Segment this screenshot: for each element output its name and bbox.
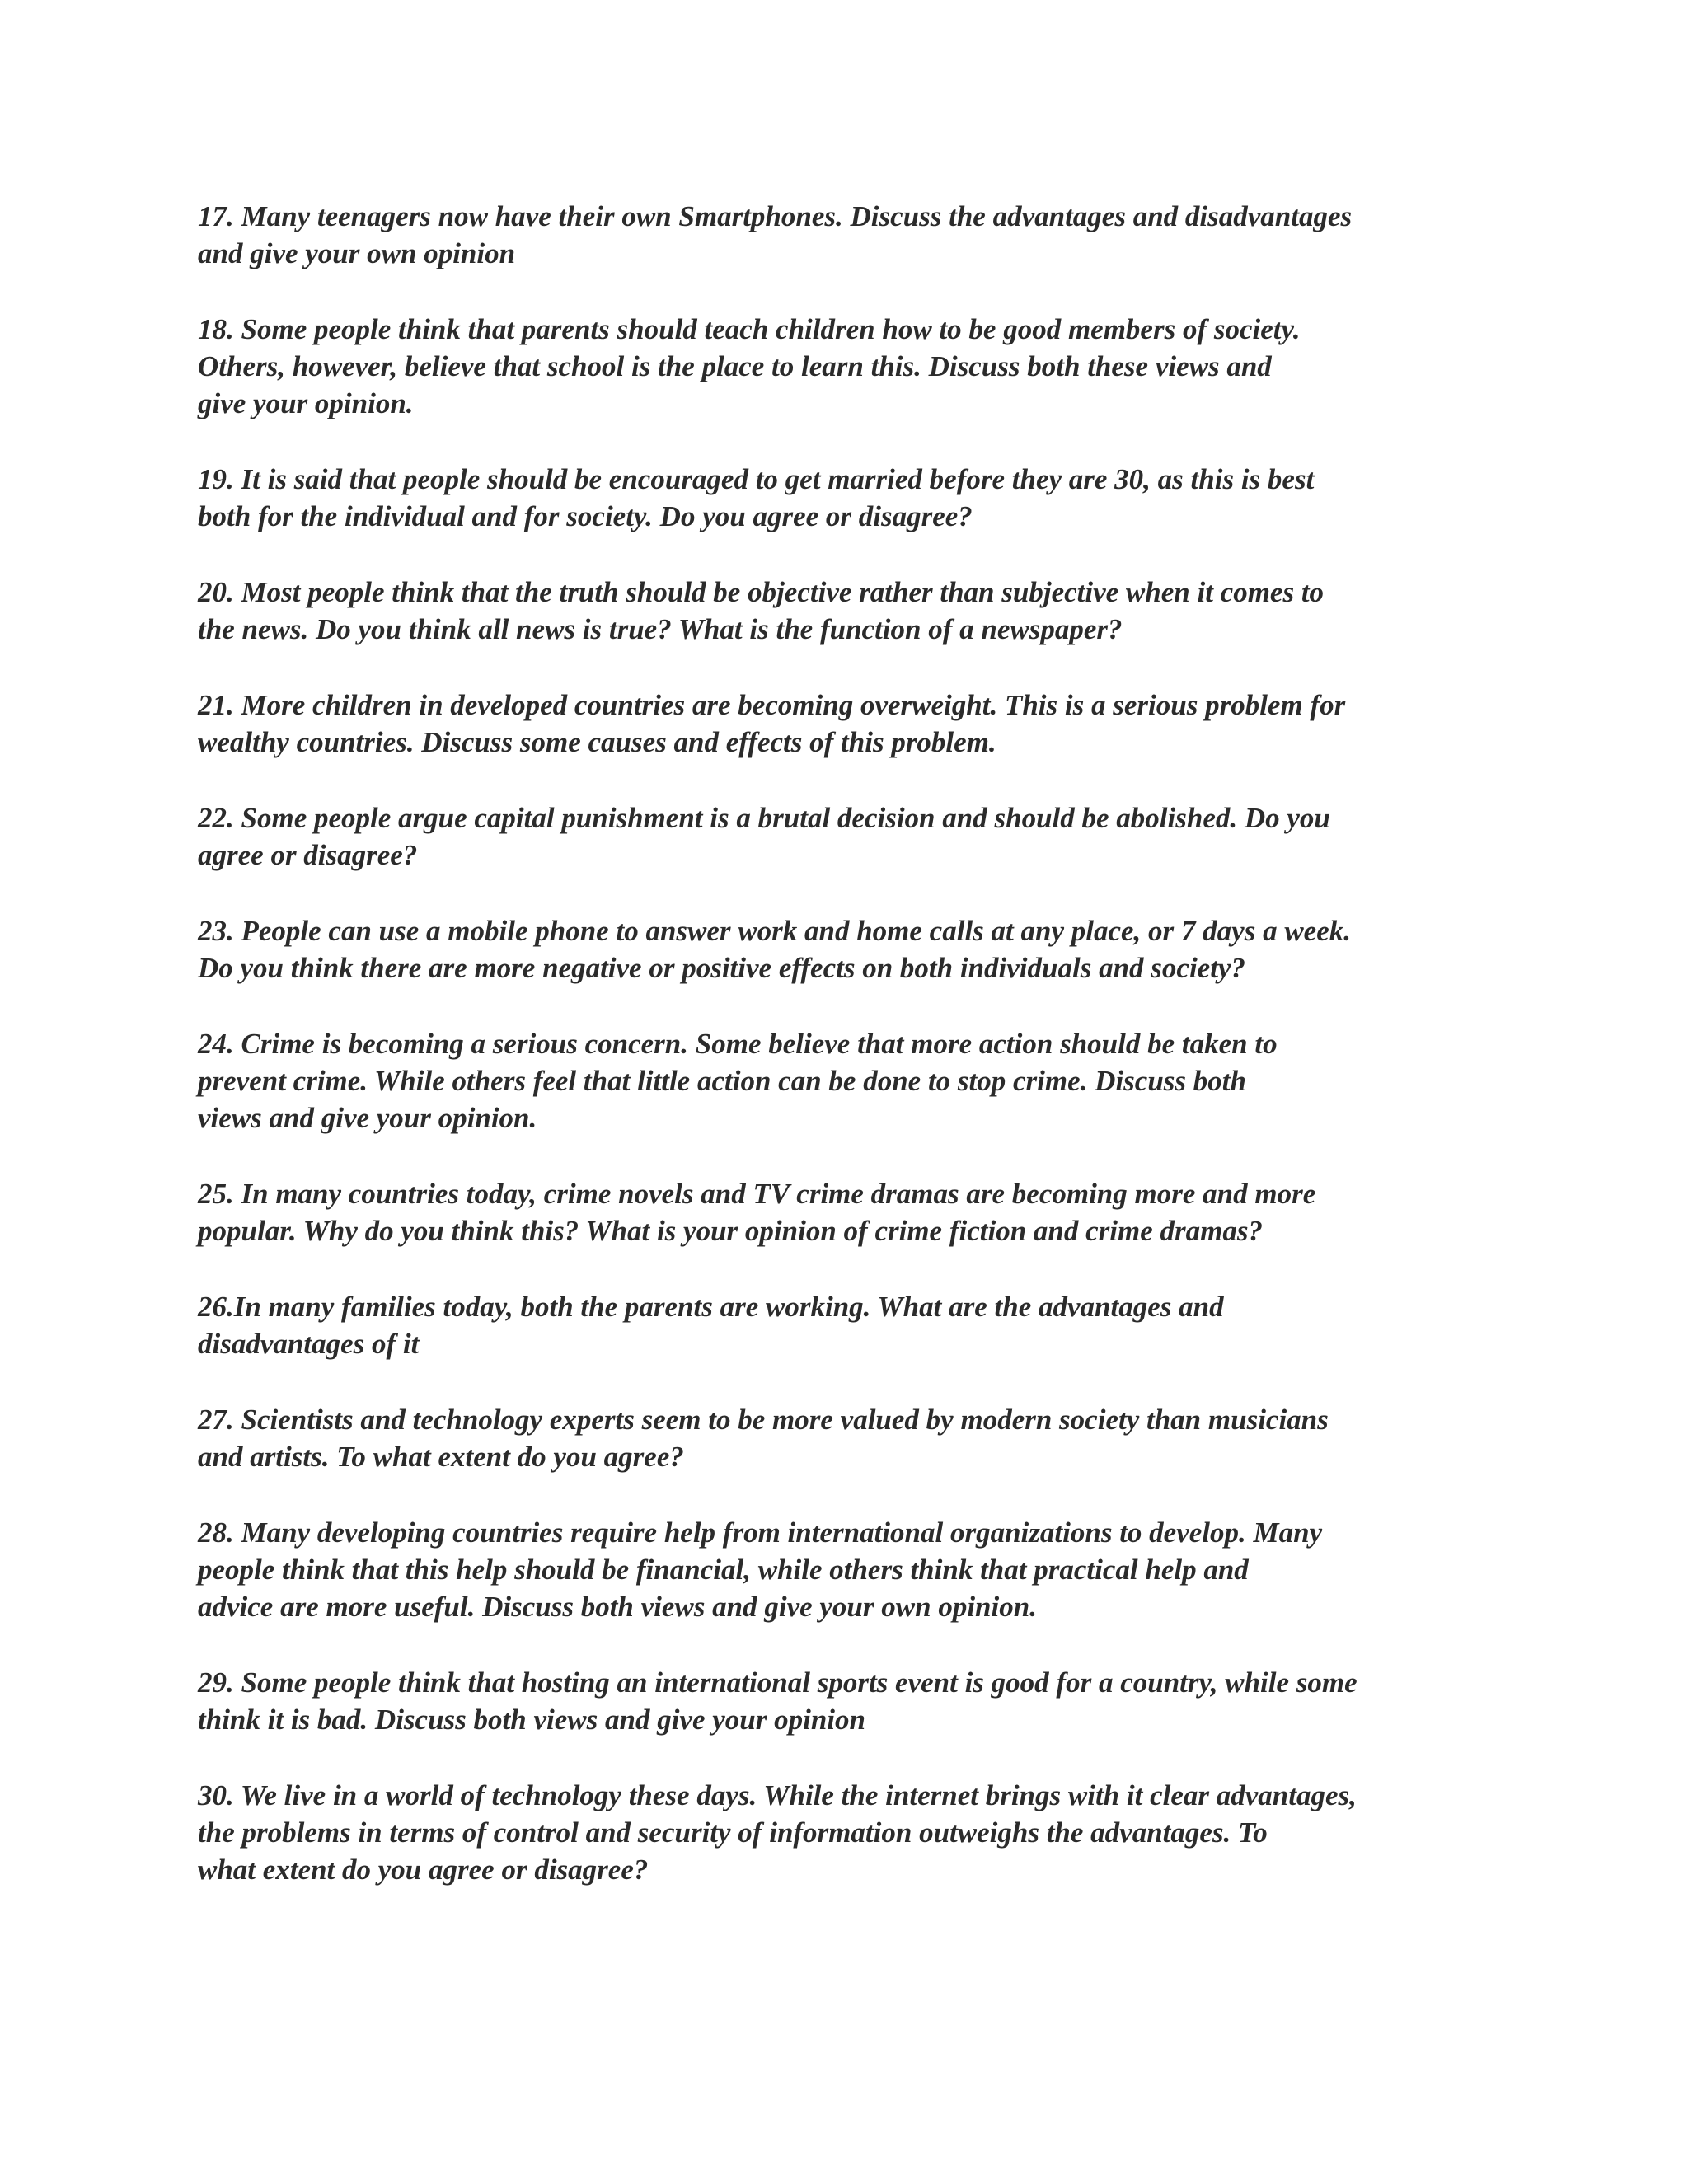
question-text-line: 25. In many countries today, crime novels and TV crime dramas are becoming more and more [198, 1178, 1316, 1210]
question-text-line: disadvantages of it [198, 1328, 420, 1360]
question-list [198, 198, 1500, 1927]
question-text-line: advice are more useful. Discuss both views and give your own opinion. [198, 1591, 1037, 1623]
question-text-line: 26.In many families today, both the parents are working. What are the advantages and [198, 1291, 1224, 1323]
essay-question [198, 1175, 1500, 1249]
essay-question [198, 799, 1500, 874]
essay-question [198, 687, 1500, 761]
question-text-line: people think that this help should be financial, while others think that practical help and [198, 1554, 1249, 1586]
question-text-line: 27. Scientists and technology experts seem to be more valued by modern society than musicians [198, 1404, 1329, 1436]
question-text-line: 22. Some people argue capital punishment is a brutal decision and should be abolished. Do you [198, 802, 1330, 834]
question-text-line: prevent crime. While others feel that little action can be done to stop crime. Discuss both [198, 1065, 1246, 1097]
question-text-line: think it is bad. Discuss both views and give your opinion [198, 1704, 865, 1736]
essay-question [198, 1025, 1500, 1137]
essay-question [198, 461, 1500, 535]
question-text-line: 21. More children in developed countries are becoming overweight. This is a serious problem for [198, 689, 1346, 721]
question-text-line: 20. Most people think that the truth should be objective rather than subjective when it comes to [198, 576, 1325, 608]
question-text-line: 28. Many developing countries require help from international organizations to develop. Many [198, 1516, 1323, 1549]
question-text-line: wealthy countries. Discuss some causes and effects of this problem. [198, 726, 996, 758]
essay-question [198, 1288, 1500, 1362]
question-text-line: 18. Some people think that parents should teach children how to be good members of society. [198, 313, 1301, 345]
essay-question [198, 311, 1500, 422]
question-text-line: and artists. To what extent do you agree? [198, 1441, 684, 1473]
question-text-line: popular. Why do you think this? What is your opinion of crime fiction and crime dramas? [198, 1215, 1263, 1247]
question-text-line: 30. We live in a world of technology these days. While the internet brings with it clear advantages, [198, 1779, 1357, 1811]
question-text-line: give your opinion. [198, 387, 414, 419]
essay-question [198, 912, 1500, 987]
question-text-line: 17. Many teenagers now have their own Smartphones. Discuss the advantages and disadvantages [198, 200, 1353, 232]
question-text-line: views and give your opinion. [198, 1102, 537, 1134]
question-text-line: and give your own opinion [198, 237, 516, 269]
essay-question [198, 574, 1500, 648]
essay-question [198, 1514, 1500, 1625]
question-text-line: 24. Crime is becoming a serious concern. Some believe that more action should be taken to [198, 1028, 1278, 1060]
essay-question [198, 1664, 1500, 1738]
question-text-line: the news. Do you think all news is true? What is the function of a newspaper? [198, 613, 1123, 645]
question-text-line: what extent do you agree or disagree? [198, 1854, 649, 1886]
question-text-line: Do you think there are more negative or positive effects on both individuals and society? [198, 952, 1245, 984]
question-text-line: the problems in terms of control and security of information outweighs the advantages. To [198, 1816, 1268, 1849]
essay-question [198, 198, 1500, 272]
essay-question [198, 1777, 1500, 1888]
essay-question [198, 1401, 1500, 1475]
question-text-line: 19. It is said that people should be encouraged to get married before they are 30, as this is best [198, 463, 1315, 495]
question-text-line: both for the individual and for society. Do you agree or disagree? [198, 500, 973, 532]
question-text-line: Others, however, believe that school is the place to learn this. Discuss both these views and [198, 350, 1272, 382]
question-text-line: 23. People can use a mobile phone to answer work and home calls at any place, or 7 days a week. [198, 915, 1351, 947]
question-text-line: 29. Some people think that hosting an international sports event is good for a country, while some [198, 1666, 1357, 1699]
question-text-line: agree or disagree? [198, 839, 418, 871]
